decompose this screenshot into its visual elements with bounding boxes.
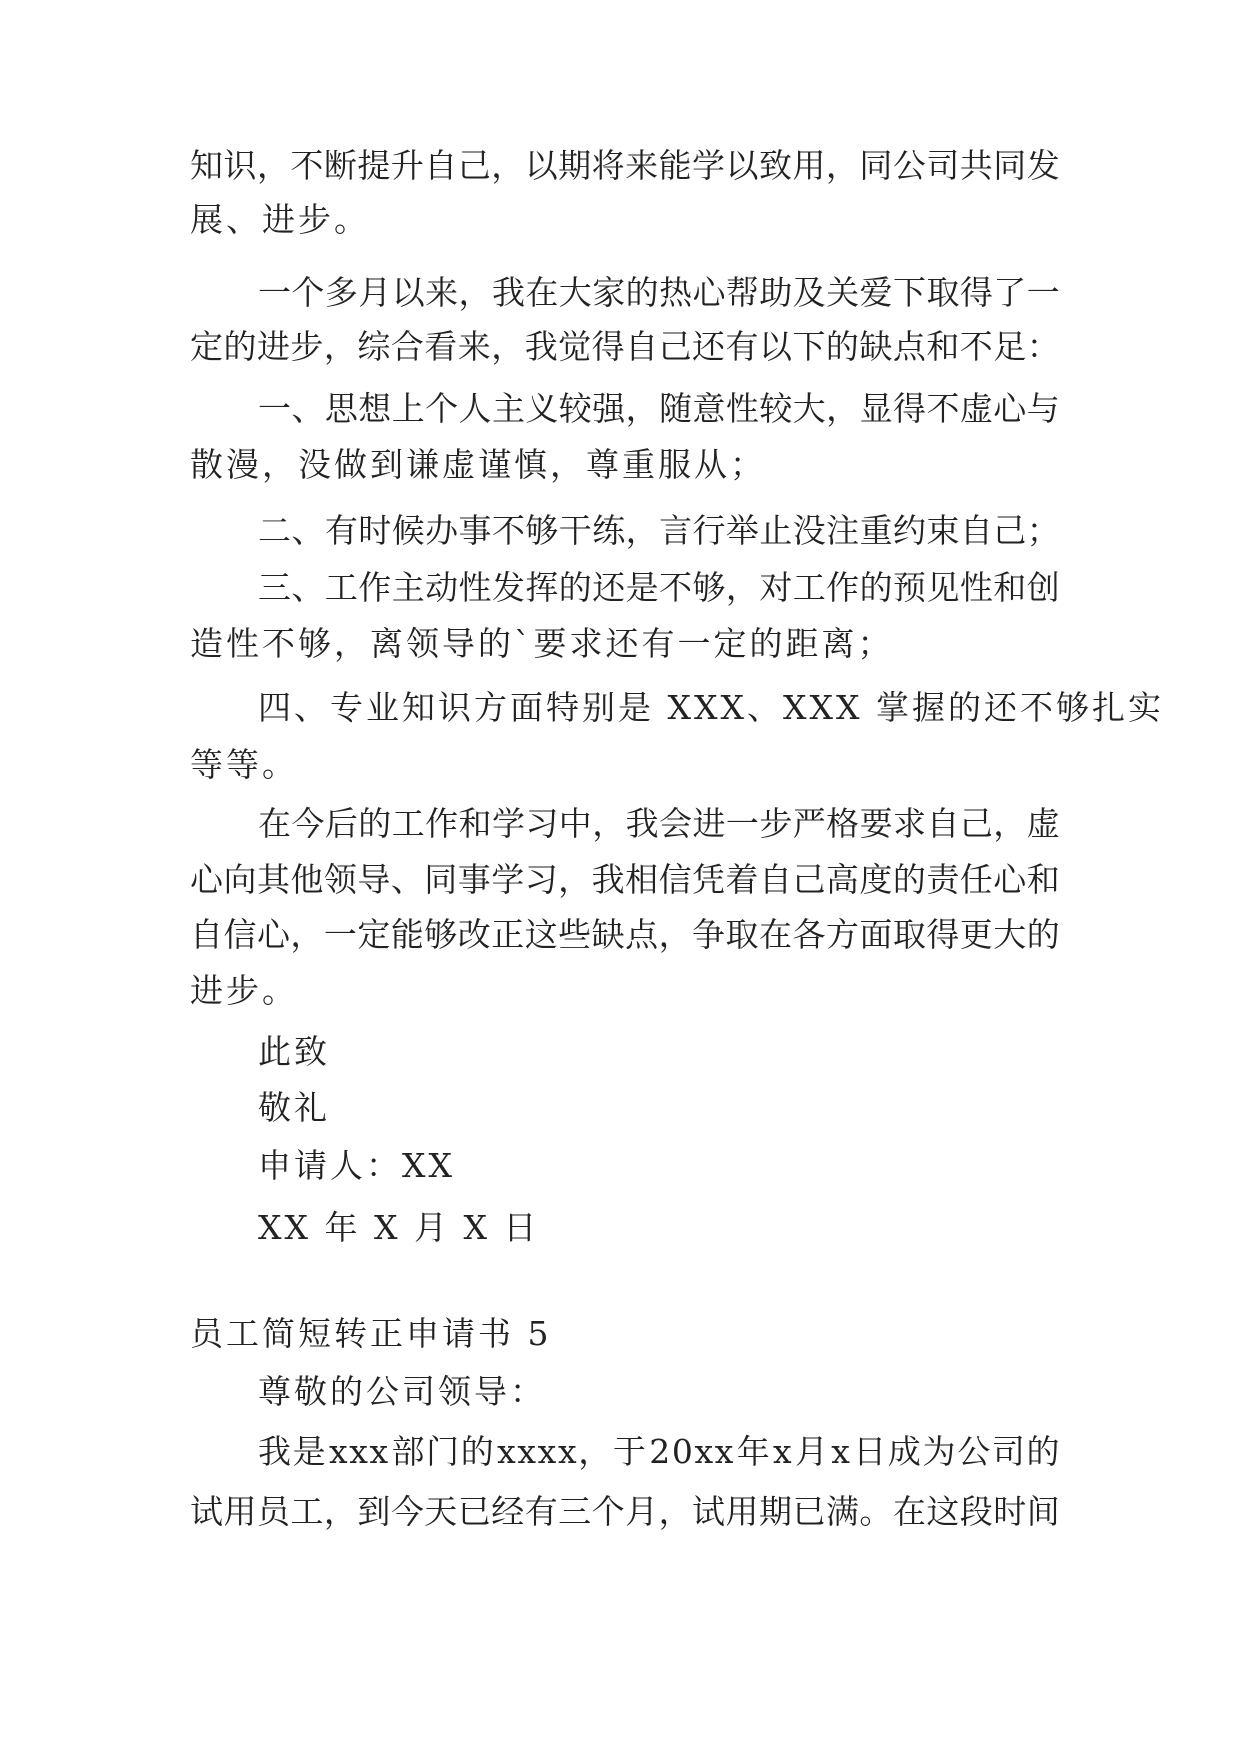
paragraph-line: 等等。 — [190, 745, 298, 784]
date-line: XX 年 X 月 X 日 — [258, 1208, 540, 1247]
salutation-line: 尊敬的公司领导： — [258, 1372, 546, 1411]
paragraph-line: 心 向 其 他 领 导 、 同 事 学 习 ， 我 相 信 凭 着 自 己 高 度 的 责 任 心 和 — [190, 860, 1060, 899]
paragraph-line: 一 、 思 想 上 个 人 主 义 较 强 ， 随 意 性 较 大 ， 显 得 不 虚 心 与 — [258, 389, 1060, 428]
paragraph-line: 在 今 后 的 工 作 和 学 习 中 ， 我 会 进 一 步 严 格 要 求 自 己 ， 虚 — [258, 804, 1060, 843]
paragraph-line: 二 、 有 时 候 办 事 不 够 干 练 ， 言 行 举 止 没 注 重 约 束 自 己 ； — [258, 511, 1060, 550]
paragraph-line: 试 用 员 工 ， 到 今 天 已 经 有 三 个 月 ， 试 用 期 已 满 。 在 这 段 时 间 — [190, 1492, 1060, 1531]
paragraph-line: 我 是 x x x 部 门 的 x x x x ， 于 2 0 x x 年 x 月 x 日 成 为 公 司 的 — [258, 1432, 1060, 1471]
paragraph-line: 展、进步。 — [190, 200, 370, 239]
signature-line: 申请人：XX — [258, 1146, 455, 1185]
paragraph-line: 知 识 ， 不 断 提 升 自 己 ， 以 期 将 来 能 学 以 致 用 ， 同 公 司 共 同 发 — [190, 146, 1060, 185]
paragraph-line: 三 、 工 作 主 动 性 发 挥 的 还 是 不 够 ， 对 工 作 的 预 见 性 和 创 — [258, 568, 1060, 607]
paragraph-line: 定 的 进 步 ， 综 合 看 来 ， 我 觉 得 自 己 还 有 以 下 的 缺 点 和 不 足 ： — [190, 327, 1060, 366]
paragraph-line: 一 个 多 月 以 来 ， 我 在 大 家 的 热 心 帮 助 及 关 爱 下 取 得 了 一 — [258, 273, 1060, 312]
paragraph-line: 散漫，没做到谦虚谨慎，尊重服从； — [190, 445, 766, 484]
paragraph-line: 自 信 心 ， 一 定 能 够 改 正 这 些 缺 点 ， 争 取 在 各 方 面 取 得 更 大 的 — [190, 915, 1060, 954]
paragraph-line: 四、专业知识方面特别是 XXX、XXX 掌握的还不够扎实 — [258, 688, 1164, 727]
section-heading: 员工简短转正申请书 5 — [190, 1314, 552, 1353]
closing-line: 敬礼 — [258, 1088, 330, 1127]
closing-line: 此致 — [258, 1032, 330, 1071]
paragraph-line: 进步。 — [190, 971, 298, 1010]
paragraph-line: 造性不够，离领导的`要求还有一定的距离； — [190, 624, 894, 663]
